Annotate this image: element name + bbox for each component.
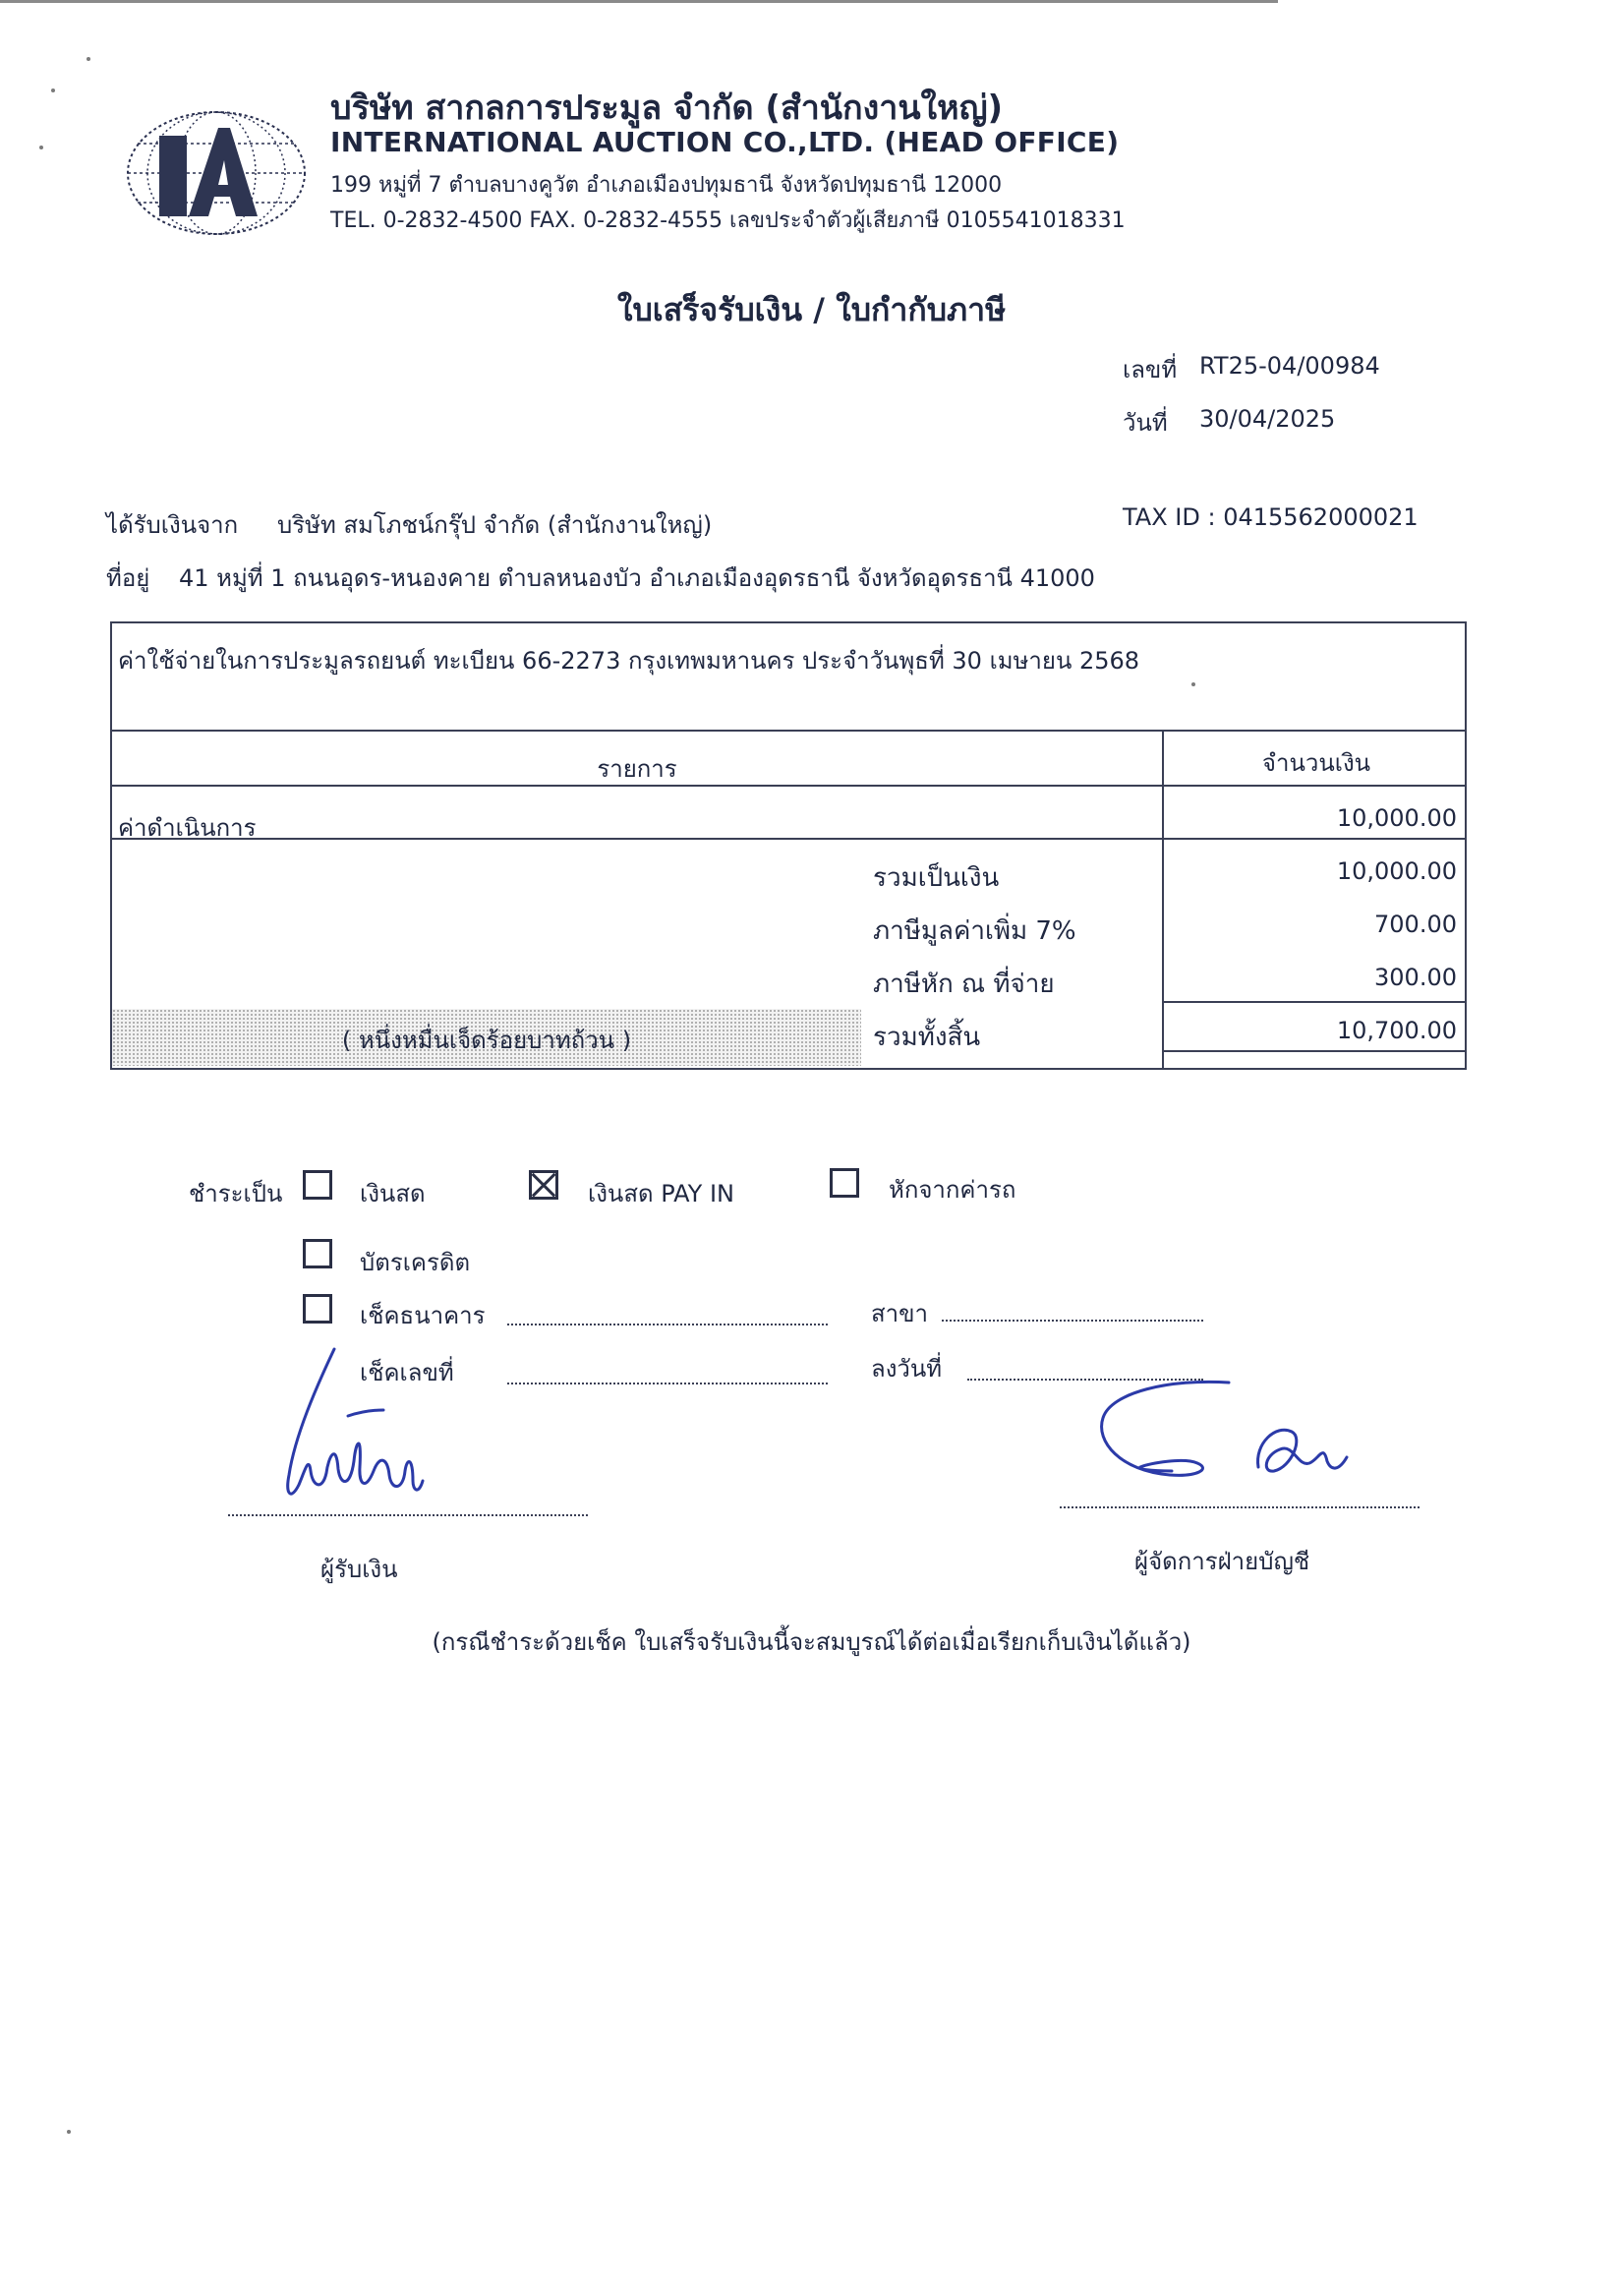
company-name-english: INTERNATIONAL AUCTION CO.,LTD. (HEAD OFFICE) <box>330 126 1120 158</box>
checkbox-cash-pay-in[interactable] <box>529 1170 558 1200</box>
grand-total-label: รวมทั้งสิ้น <box>873 1023 981 1052</box>
checkbox-credit-card[interactable] <box>303 1239 332 1268</box>
cheque-date-label: ลงวันที่ <box>871 1355 943 1383</box>
customer-name: บริษัท สมโภชน์กรุ๊ป จำกัด (สำนักงานใหญ่) <box>277 511 713 539</box>
option-car-deduction-label: หักจากค่ารถ <box>889 1176 1016 1204</box>
column-header-amount: จำนวนเงิน <box>1261 749 1371 777</box>
branch-label: สาขา <box>871 1300 929 1327</box>
cheque-number-label: เช็คเลขที่ <box>360 1359 454 1386</box>
document-number: RT25-04/00984 <box>1199 352 1380 380</box>
scan-edge-line <box>0 0 1278 3</box>
customer-tax-id: TAX ID : 0415562000021 <box>1123 503 1419 531</box>
address-label: ที่อยู่ <box>106 564 150 592</box>
checkbox-cash[interactable] <box>303 1170 332 1200</box>
scan-speck <box>1191 682 1195 686</box>
company-contact: TEL. 0-2832-4500 FAX. 0-2832-4555 เลขประจำตัวผู้เสียภาษี 0105541018331 <box>330 208 1126 233</box>
document-date: 30/04/2025 <box>1199 405 1336 433</box>
total-bottom-rule <box>1164 1050 1467 1052</box>
vat-amount: 700.00 <box>1374 911 1457 938</box>
document-date-label: วันที่ <box>1123 409 1168 437</box>
scan-speck <box>51 88 55 92</box>
checkbox-car-deduction[interactable] <box>830 1168 859 1198</box>
table-divider <box>110 838 1467 840</box>
receiver-signature-line <box>228 1512 588 1516</box>
customer-address: 41 หมู่ที่ 1 ถนนอุดร-หนองคาย ตำบลหนองบัว อำเภอเมืองอุดรธานี จังหวัดอุดรธานี 41000 <box>179 564 1095 592</box>
bank-name-line <box>507 1322 828 1325</box>
column-header-items: รายการ <box>597 755 677 783</box>
subtotal-amount: 10,000.00 <box>1336 857 1457 885</box>
withholding-tax-amount: 300.00 <box>1374 964 1457 991</box>
vat-label: ภาษีมูลค่าเพิ่ม 7% <box>873 916 1076 946</box>
amount-in-words: ( หนึ่งหมื่นเจ็ดร้อยบาทถ้วน ) <box>341 1027 632 1054</box>
table-divider <box>110 730 1467 732</box>
total-top-rule <box>1164 1001 1467 1003</box>
cheque-number-line <box>507 1381 828 1384</box>
option-cash-pay-in-label: เงินสด PAY IN <box>588 1180 735 1207</box>
line-item-amount: 10,000.00 <box>1336 804 1457 832</box>
receiver-signature <box>265 1347 462 1524</box>
document-title: ใบเสร็จรับเงิน / ใบกำกับภาษี <box>616 291 1007 328</box>
received-from-label: ได้รับเงินจาก <box>106 511 239 539</box>
withholding-tax-label: ภาษีหัก ณ ที่จ่าย <box>873 970 1055 999</box>
manager-label: ผู้จัดการฝ่ายบัญชี <box>1134 1548 1310 1575</box>
option-bank-cheque-label: เช็คธนาคาร <box>360 1302 486 1329</box>
scan-speck <box>67 2130 71 2134</box>
document-number-label: เลขที่ <box>1123 356 1178 383</box>
line-item-name: ค่าดำเนินการ <box>118 814 257 842</box>
option-cash-label: เงินสด <box>360 1180 426 1207</box>
checkbox-bank-cheque[interactable] <box>303 1294 332 1324</box>
company-address: 199 หมู่ที่ 7 ตำบลบางคูวัต อำเภอเมืองปทุมธานี จังหวัดปทุมธานี 12000 <box>330 173 1003 198</box>
manager-signature <box>1081 1373 1406 1510</box>
branch-line <box>942 1318 1203 1322</box>
auction-description: ค่าใช้จ่ายในการประมูลรถยนต์ ทะเบียน 66-2273 กรุงเทพมหานคร ประจำวันพุธที่ 30 เมษายน 2568 <box>118 647 1140 675</box>
payment-label: ชำระเป็น <box>189 1180 283 1207</box>
receiver-label: ผู้รับเงิน <box>320 1556 398 1583</box>
grand-total-amount: 10,700.00 <box>1336 1017 1457 1044</box>
scan-speck <box>39 146 43 149</box>
company-name-thai: บริษัท สากลการประมูล จำกัด (สำนักงานใหญ่) <box>330 88 1004 128</box>
scan-speck <box>87 57 90 61</box>
company-logo <box>120 106 313 240</box>
subtotal-label: รวมเป็นเงิน <box>873 863 1000 893</box>
cheque-note: (กรณีชำระด้วยเช็ค ใบเสร็จรับเงินนี้จะสมบูรณ์ได้ต่อเมื่อเรียกเก็บเงินได้แล้ว) <box>432 1628 1191 1656</box>
option-credit-card-label: บัตรเครดิต <box>360 1249 471 1276</box>
manager-signature-line <box>1060 1504 1420 1508</box>
